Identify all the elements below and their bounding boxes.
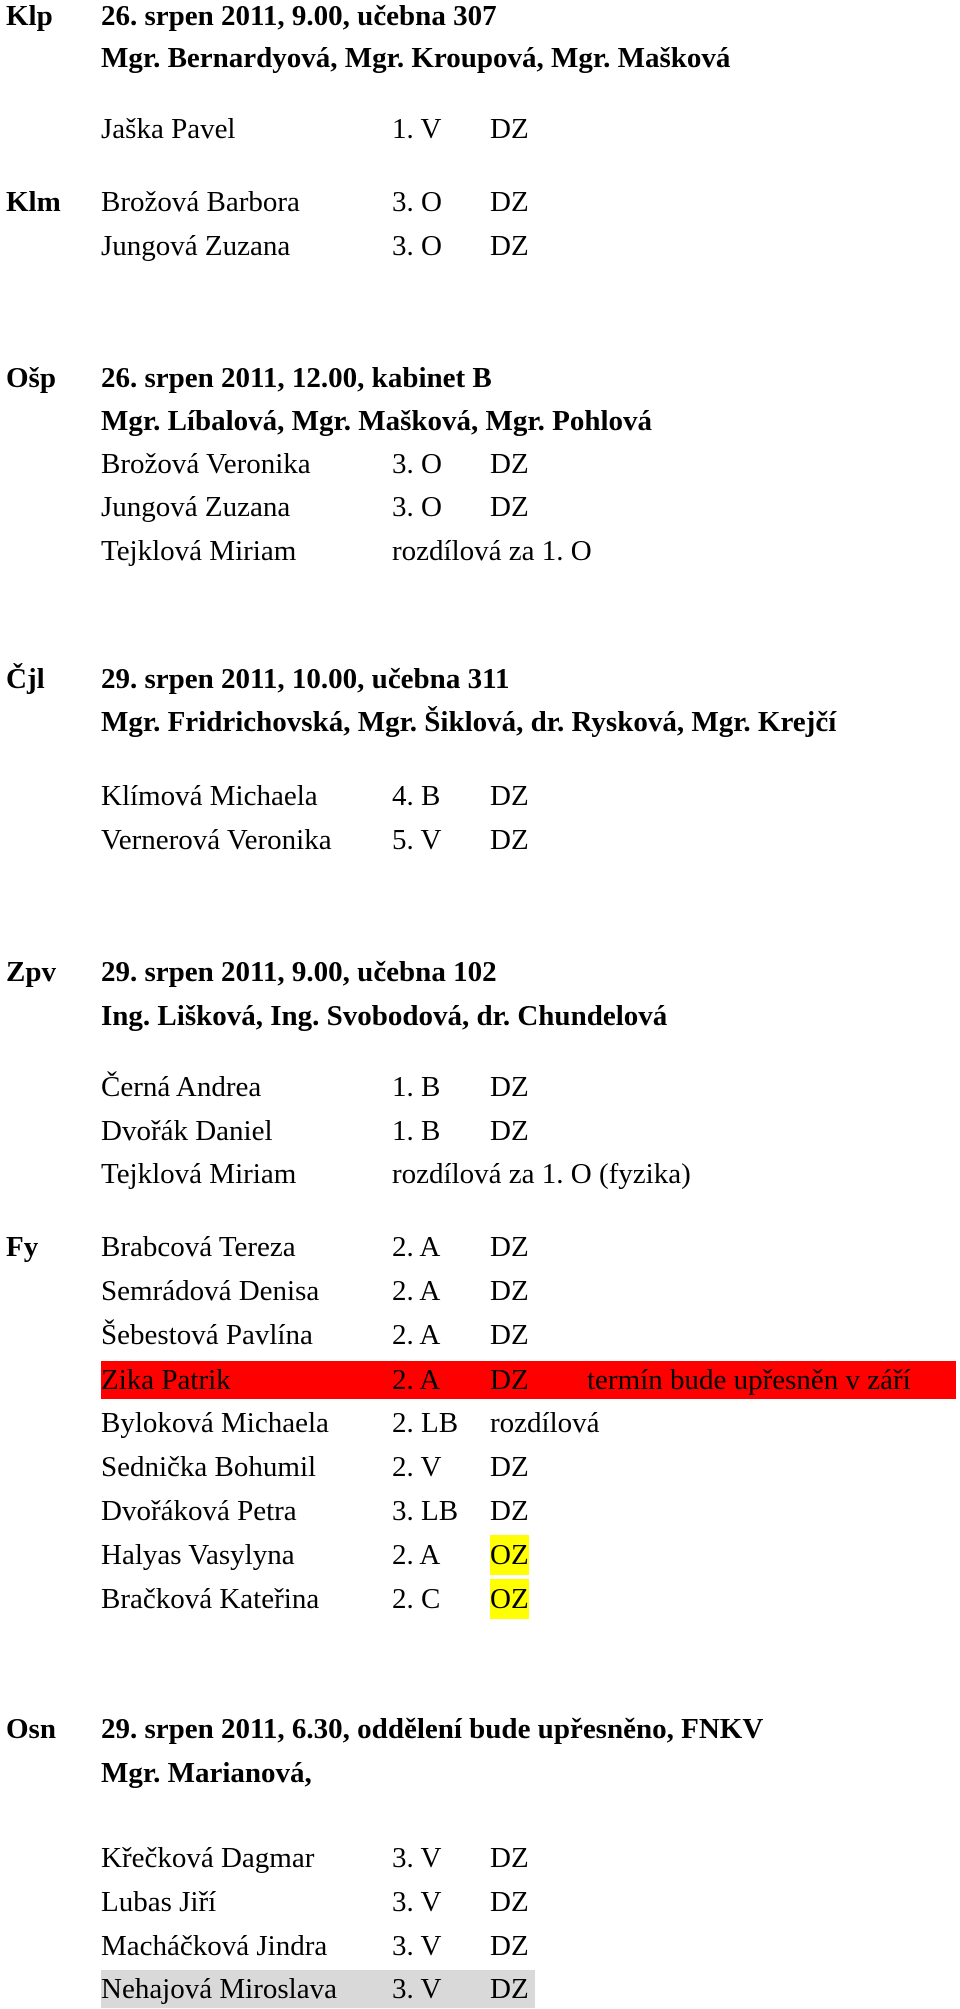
exam-type: DZ: [490, 1319, 529, 1351]
student-name: Jungová Zuzana: [101, 491, 291, 523]
student-name: Vernerová Veronika: [101, 824, 332, 856]
section-code: Čjl: [6, 663, 45, 695]
student-name: Sednička Bohumil: [101, 1451, 317, 1483]
student-name: Bračková Kateřina: [101, 1583, 320, 1615]
student-class: 2. C: [392, 1583, 441, 1615]
student-name: Lubas Jiří: [101, 1886, 217, 1918]
student-name: Brožová Barbora: [101, 186, 300, 218]
exam-type: DZ: [490, 1364, 529, 1396]
section-code: Zpv: [6, 956, 56, 988]
student-name: Macháčková Jindra: [101, 1930, 328, 1962]
student-name: Brabcová Tereza: [101, 1231, 296, 1263]
exam-type-highlighted: OZ: [490, 1579, 529, 1619]
student-class: 1. B: [392, 1115, 441, 1147]
exam-type: DZ: [490, 1495, 529, 1527]
student-class: 3. V: [392, 1930, 442, 1962]
exam-type-highlighted: OZ: [490, 1535, 529, 1575]
exam-type: DZ: [490, 824, 529, 856]
exam-type: DZ: [490, 1275, 529, 1307]
student-class: 3. O: [392, 448, 442, 480]
student-name: Semrádová Denisa: [101, 1275, 320, 1307]
exam-type: DZ: [490, 230, 529, 262]
student-name: Černá Andrea: [101, 1071, 262, 1103]
student-class: 3. V: [392, 1842, 442, 1874]
section-code: Osn: [6, 1713, 56, 1745]
student-name: Dvořák Daniel: [101, 1115, 273, 1147]
student-class: rozdílová za 1. O (fyzika): [392, 1158, 691, 1190]
section-date-line: 29. srpen 2011, 10.00, učebna 311: [101, 663, 510, 695]
exam-type: DZ: [490, 1930, 529, 1962]
student-name: Byloková Michaela: [101, 1407, 329, 1439]
student-class: 2. LB: [392, 1407, 459, 1439]
student-name: Křečková Dagmar: [101, 1842, 315, 1874]
exam-type: DZ: [490, 1071, 529, 1103]
student-class: 1. B: [392, 1071, 441, 1103]
exam-type: DZ: [490, 1973, 529, 2005]
exam-type: DZ: [490, 1231, 529, 1263]
exam-type: DZ: [490, 780, 529, 812]
student-class: 3. V: [392, 1973, 442, 2005]
section-date-line: 29. srpen 2011, 6.30, oddělení bude upřesněno, FNKV: [101, 1713, 764, 1745]
student-name: Nehajová Miroslava: [101, 1973, 337, 2005]
examiners-text: Ing. Lišková, Ing. Svobodová, dr. Chundelová: [101, 1000, 668, 1032]
student-class: 2. A: [392, 1275, 441, 1307]
student-name: Dvořáková Petra: [101, 1495, 297, 1527]
section-date-line: 29. srpen 2011, 9.00, učebna 102: [101, 956, 497, 988]
student-class: 3. O: [392, 186, 442, 218]
student-name: Jungová Zuzana: [101, 230, 291, 262]
student-class: 2. A: [392, 1319, 441, 1351]
exam-type: DZ: [490, 1886, 529, 1918]
examiners-text: Mgr. Bernardyová, Mgr. Kroupová, Mgr. Mašková: [101, 42, 731, 74]
student-name: Tejklová Miriam: [101, 1158, 297, 1190]
section-code: Ošp: [6, 362, 56, 394]
examiners-text: Mgr. Líbalová, Mgr. Mašková, Mgr. Pohlová: [101, 405, 653, 437]
student-class: 3. O: [392, 230, 442, 262]
section-code: Klm: [6, 186, 61, 218]
student-name: Jaška Pavel: [101, 113, 236, 145]
section-date-line: 26. srpen 2011, 12.00, kabinet B: [101, 362, 492, 394]
student-class: 4. B: [392, 780, 441, 812]
student-note: termín bude upřesněn v září: [587, 1364, 911, 1396]
student-class: 5. V: [392, 824, 442, 856]
examiners-text: Mgr. Marianová,: [101, 1757, 312, 1789]
section-date-line: 26. srpen 2011, 9.00, učebna 307: [101, 0, 497, 32]
student-class: 3. V: [392, 1886, 442, 1918]
student-class: 2. V: [392, 1451, 442, 1483]
exam-type: DZ: [490, 491, 529, 523]
student-class: 2. A: [392, 1364, 441, 1396]
exam-type: DZ: [490, 1115, 529, 1147]
exam-type: DZ: [490, 1842, 529, 1874]
exam-type: rozdílová: [490, 1407, 600, 1439]
examiners-text: Mgr. Fridrichovská, Mgr. Šiklová, dr. Rysková, Mgr. Krejčí: [101, 706, 837, 738]
student-name: Zika Patrik: [101, 1364, 231, 1396]
exam-type: DZ: [490, 113, 529, 145]
student-name: Šebestová Pavlína: [101, 1319, 313, 1351]
student-class: 2. A: [392, 1231, 441, 1263]
exam-type: DZ: [490, 448, 529, 480]
student-name: Tejklová Miriam: [101, 535, 297, 567]
student-name: Halyas Vasylyna: [101, 1539, 295, 1571]
exam-type: DZ: [490, 186, 529, 218]
student-class: 1. V: [392, 113, 442, 145]
student-name: Brožová Veronika: [101, 448, 311, 480]
student-class: rozdílová za 1. O: [392, 535, 592, 567]
exam-type: DZ: [490, 1451, 529, 1483]
student-class: 3. O: [392, 491, 442, 523]
student-name: Klímová Michaela: [101, 780, 318, 812]
student-class: 3. LB: [392, 1495, 459, 1527]
section-code: Klp: [6, 0, 53, 32]
section-code: Fy: [6, 1231, 39, 1263]
student-class: 2. A: [392, 1539, 441, 1571]
